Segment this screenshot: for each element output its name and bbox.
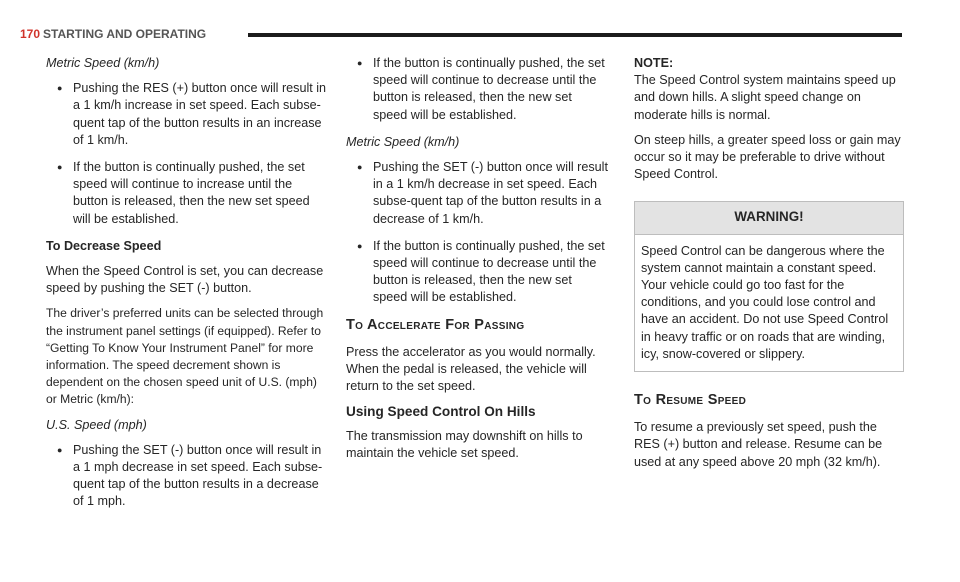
warning-title: WARNING!	[635, 202, 903, 234]
column-3	[634, 55, 904, 479]
note-text: The Speed Control system maintains speed up and down hills. A slight speed change on moderate hills is normal.	[634, 73, 896, 122]
us-decrease-list	[46, 442, 328, 511]
list-item: ● Pushing the SET (-) button once will result in a 1 km/h decrease in set speed. Each subse-quent tap of the button results in a decrease of 1 km/h.	[346, 159, 608, 228]
column-2	[346, 55, 608, 470]
list-item: ● If the button is continually pushed, the set speed will continue to decrease until the button is released, then the new set speed will be established.	[346, 55, 608, 124]
metric-speed-label: Metric Speed (km/h)	[346, 134, 460, 149]
metric-increase-list	[46, 80, 328, 228]
list-item: ● Pushing the RES (+) button once will result in a 1 km/h increase in set speed. Each subse-quent tap of the button results in an increase of 1 km/h.	[46, 80, 328, 149]
passing-text: Press the accelerator as you would normally. When the pedal is released, the vehicle will return to the set speed.	[346, 344, 596, 394]
list-item: ● If the button is continually pushed, the set speed will continue to decrease until the button is released, then the new set speed will be established.	[346, 238, 608, 307]
resume-heading: To Resume Speed	[634, 392, 747, 409]
us-decrease-list-cont	[346, 55, 608, 124]
decrease-speed-heading: To Decrease Speed	[46, 238, 162, 253]
warning-text: Speed Control can be dangerous where the system cannot maintain a constant speed. Your vehicle could go too fast for the conditions, and you could lose control and have an accident. Do not use Speed Control in heavy traffic or on roads that are winding, icy, snow-covered or slippery.	[641, 243, 889, 361]
passing-heading: To Accelerate For Passing	[346, 316, 525, 333]
hills-heading: Using Speed Control On Hills	[346, 404, 536, 420]
column-1	[46, 55, 328, 521]
page-header	[20, 26, 902, 44]
warning-box	[634, 201, 904, 372]
resume-text: To resume a previously set speed, push the RES (+) button and release. Resume can be used at any speed above 20 mph (32 km/h).	[634, 420, 883, 469]
note-label: NOTE:	[634, 56, 674, 70]
list-item: ● Pushing the SET (-) button once will result in a 1 mph decrease in set speed. Each subse-quent tap of the button results in a decrease of 1 mph.	[46, 442, 328, 511]
hills-text: The transmission may downshift on hills to maintain the vehicle set speed.	[346, 428, 583, 460]
section-title: STARTING AND OPERATING	[43, 27, 207, 41]
list-item: ● If the button is continually pushed, the set speed will continue to increase until the button is released, then the new set speed will be established.	[46, 159, 328, 228]
metric-decrease-list	[346, 159, 608, 307]
steep-hills-text: On steep hills, a greater speed loss or gain may occur so it may be preferable to drive without Speed Control.	[634, 132, 901, 182]
us-speed-label: U.S. Speed (mph)	[46, 417, 147, 432]
page-number: 170	[20, 27, 41, 41]
metric-speed-label: Metric Speed (km/h)	[46, 56, 160, 70]
units-text: The driver’s preferred units can be selected through the instrument panel settings (if equipped). Refer to “Getting To Know Your Instrument Panel” for more information. The speed decrement shown is dependent on the chosen speed unit of U.S. (mph) or Metric (km/h):	[46, 306, 324, 407]
decrease-speed-text: When the Speed Control is set, you can decrease speed by pushing the SET (-) button.	[46, 264, 324, 296]
header-rule	[248, 33, 902, 37]
